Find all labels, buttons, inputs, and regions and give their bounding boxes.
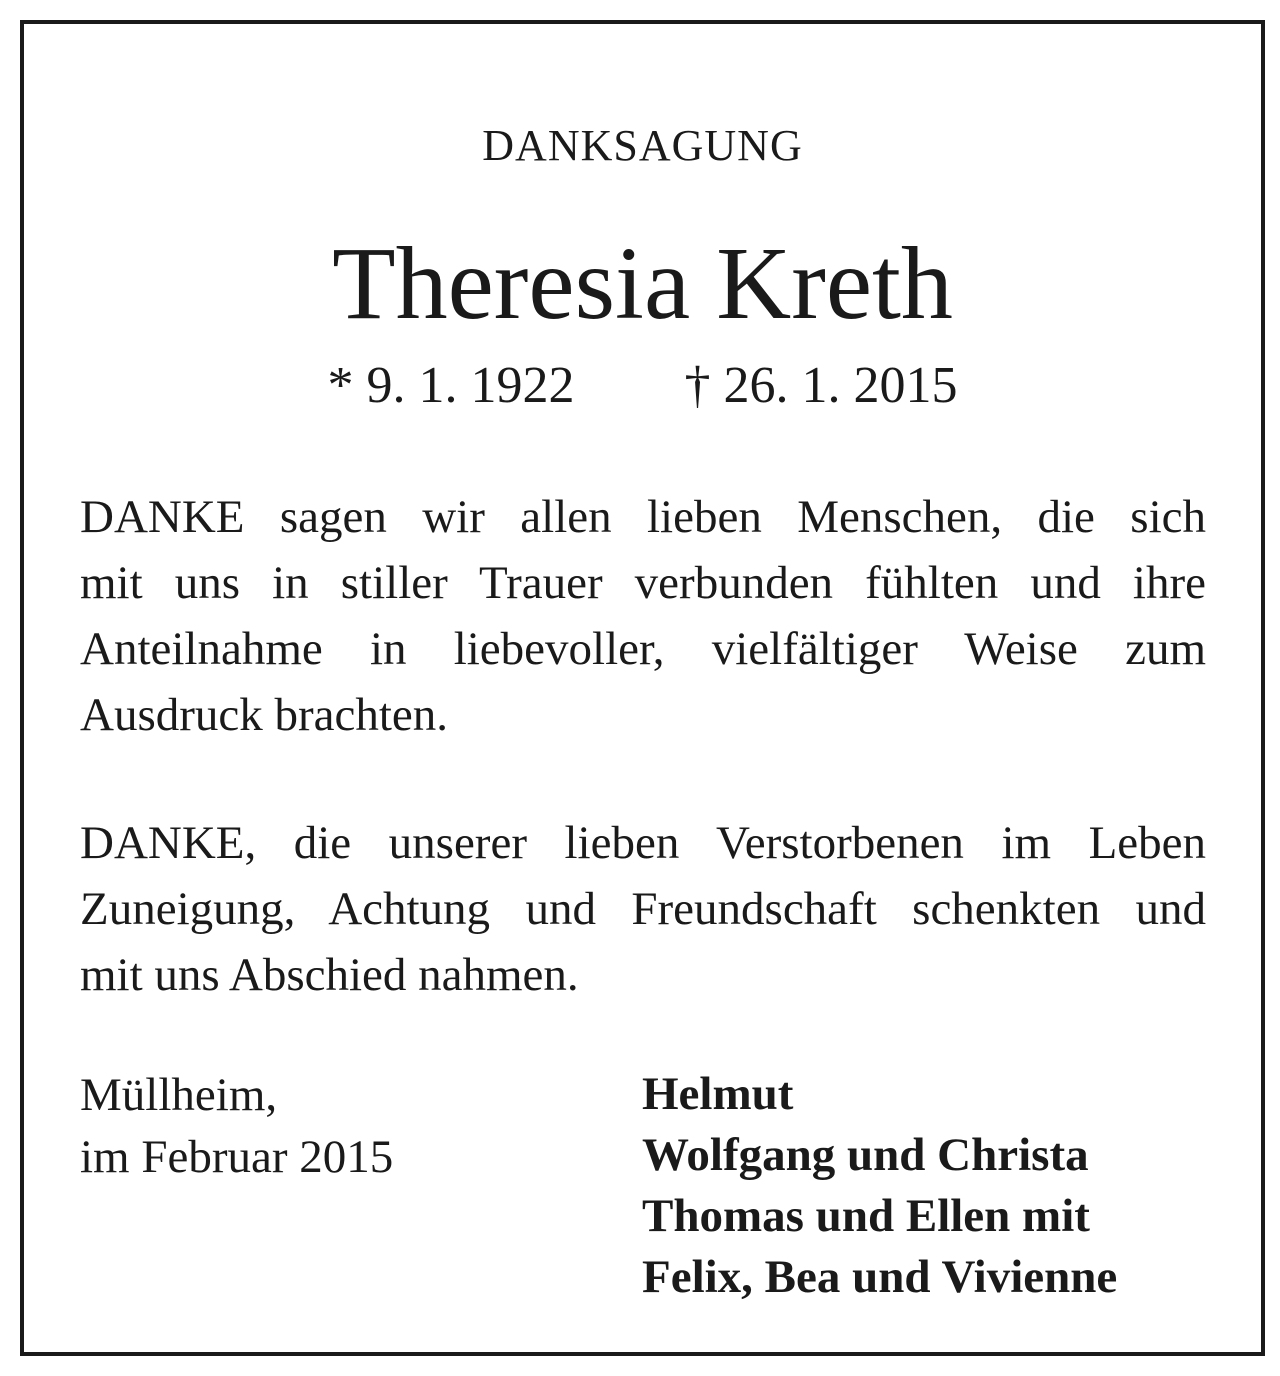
family-line: Helmut (642, 1068, 794, 1120)
paragraph-line: Anteilnahme in liebevoller, vielfältiger Weise zum (80, 623, 1206, 675)
paragraph-line: DANKE sagen wir allen lieben Menschen, die sich (80, 491, 1206, 543)
death-date: † 26. 1. 2015 (684, 357, 958, 414)
notice-heading: DANKSAGUNG (482, 121, 803, 170)
thanks-paragraph-2 (80, 810, 1206, 1008)
life-dates (24, 357, 1261, 414)
notice-frame (20, 20, 1265, 1356)
paragraph-line: mit uns in stiller Trauer verbunden fühlten und ihre (80, 557, 1206, 609)
paragraph-line: mit uns Abschied nahmen. (80, 949, 579, 1001)
paragraph-line: Ausdruck brachten. (80, 689, 449, 741)
paragraph-line: DANKE, die unserer lieben Verstorbenen im Leben (80, 817, 1206, 869)
family-line: Felix, Bea und Vivienne (642, 1251, 1118, 1303)
deceased-name: Theresia Kreth (332, 226, 953, 341)
family-signatures (642, 1064, 1117, 1308)
date-line: im Februar 2015 (80, 1131, 394, 1183)
paragraph-line: Zuneigung, Achtung und Freundschaft schenkten und (80, 883, 1206, 935)
place-and-date (80, 1064, 393, 1188)
birth-date: * 9. 1. 1922 (327, 357, 575, 414)
place-line: Müllheim, (80, 1069, 278, 1121)
family-line: Wolfgang und Christa (642, 1129, 1089, 1181)
family-line: Thomas und Ellen mit (642, 1190, 1090, 1242)
thanks-paragraph-1 (80, 484, 1206, 748)
